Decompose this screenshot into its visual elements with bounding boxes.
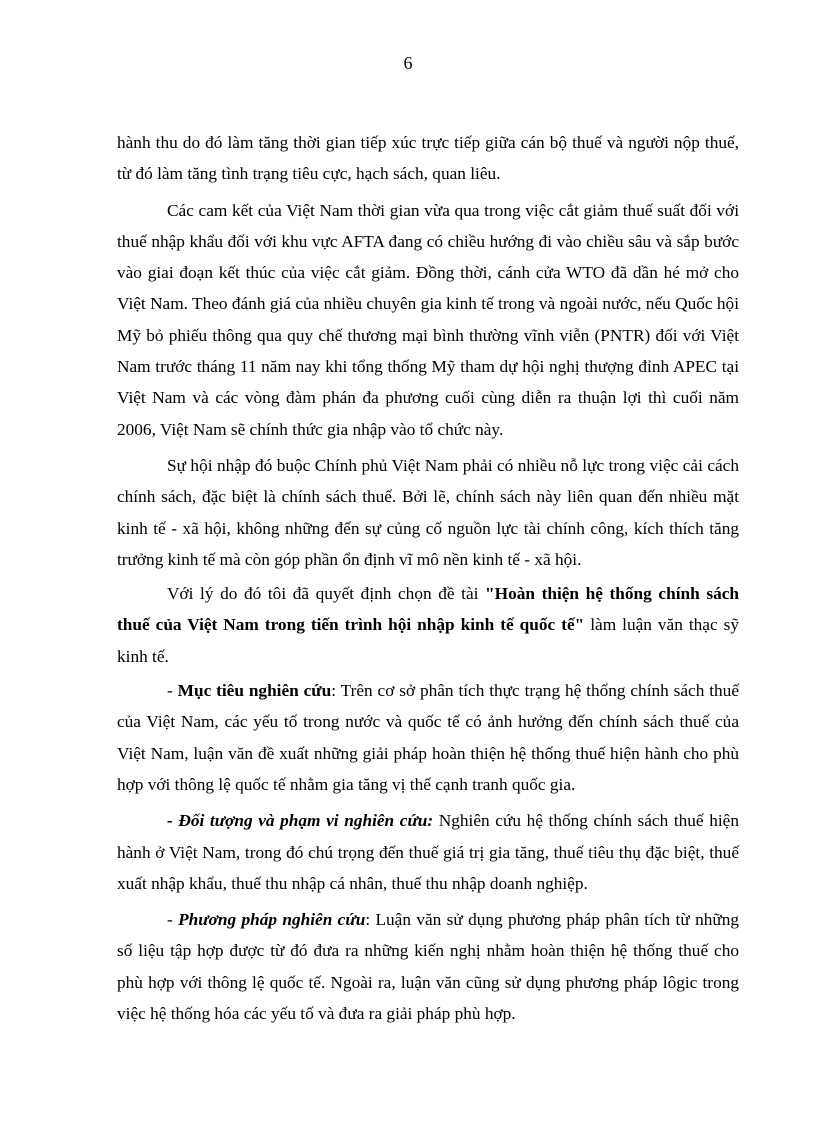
page-number: 6 — [403, 53, 413, 73]
objective-text: : Trên cơ sở phân tích thực trạng hệ thống chính sách thuế của Việt Nam, các yếu tố trong nước và quốc tế có ảnh hưởng đến chính sách thuế của Việt Nam, luận văn đề xuất những giải pháp hoàn thiện hệ thống thuế hiện hành cho phù hợp với thông lệ quốc tế nhằm gia tăng vị thế cạnh tranh quốc gia. — [117, 681, 739, 794]
scope-text: Nghiên cứu hệ thống chính sách thuế hiện hành ở Việt Nam, trong đó chú trọng đến thuế giá trị gia tăng, thuế tiêu thụ đặc biệt, thuế xuất nhập khẩu, thuế thu nhập cá nhân, thuế thu nhập doanh nghiệp. — [117, 811, 739, 893]
objective-label: Mục tiêu nghiên cứu — [177, 681, 332, 701]
document-body — [117, 127, 739, 1034]
paragraph-commitments: Các cam kết của Việt Nam thời gian vừa qua trong việc cắt giảm thuế suất đối với thuế nhập khẩu đối với khu vực AFTA đang có chiều hướng đi vào chiều sâu và sắp bước vào giai đoạn kết thúc của việc cắt giảm. Đồng thời, cánh cửa WTO đã dần hé mở cho Việt Nam. Theo đánh giá của nhiều chuyên gia kinh tế trong và ngoài nước, nếu Quốc hội Mỹ bỏ phiếu thông qua quy chế thương mại bình thường vĩnh viễn (PNTR) đối với Việt Nam trước tháng 11 năm nay khi tổng thống Mỹ tham dự hội nghị thượng đỉnh APEC tại Việt Nam và các vòng đàm phán đa phương cuối cùng diễn ra thuận lợi thì cuối năm 2006, Việt Nam sẽ chính thức gia nhập vào tổ chức này. — [117, 200, 739, 439]
paragraph-continuation: hành thu do đó làm tăng thời gian tiếp xúc trực tiếp giữa cán bộ thuế và người nộp thuế, từ đó làm tăng tình trạng tiêu cực, hạch sách, quan liêu. — [117, 133, 739, 184]
paragraph-research-scope — [117, 805, 739, 899]
paragraph-integration: Sự hội nhập đó buộc Chính phủ Việt Nam phải có nhiều nỗ lực trong việc cải cách chính sách, đặc biệt là chính sách thuế. Bởi lẽ, chính sách này liên quan đến nhiều mặt kinh tế - xã hội, không những đến sự củng cố nguồn lực tài chính công, kích thích tăng trưởng kinh tế mà còn góp phần ổn định vĩ mô nền kinh tế - xã hội. — [117, 455, 739, 569]
paragraph-research-objective — [117, 675, 739, 800]
thesis-title: "Hoàn thiện hệ thống chính sách thuế của Việt Nam trong tiến trình hội nhập kinh tế quốc tế" — [117, 584, 739, 635]
method-text: : Luận văn sử dụng phương pháp phân tích từ những số liệu tập hợp được từ đó đưa ra những kiến nghị nhằm hoàn thiện hệ thống thuế cho phù hợp với thông lệ quốc tế. Ngoài ra, luận văn cũng sử dụng phương pháp lôgic trong việc hệ thống hóa các yếu tố và đưa ra giải pháp phù hợp. — [117, 910, 739, 1024]
method-dash: - — [167, 910, 179, 930]
scope-label: - Đối tượng và phạm vi nghiên cứu: — [167, 811, 434, 831]
objective-dash: - — [167, 681, 178, 701]
topic-tail-text: làm luận văn thạc sỹ kinh tế. — [117, 615, 739, 666]
paragraph-thesis-topic — [117, 578, 739, 672]
method-label: Phương pháp nghiên cứu — [178, 910, 366, 930]
paragraph-research-method — [117, 904, 739, 1029]
topic-lead-text: Với lý do đó tôi đã quyết định chọn đề tài — [167, 584, 486, 604]
